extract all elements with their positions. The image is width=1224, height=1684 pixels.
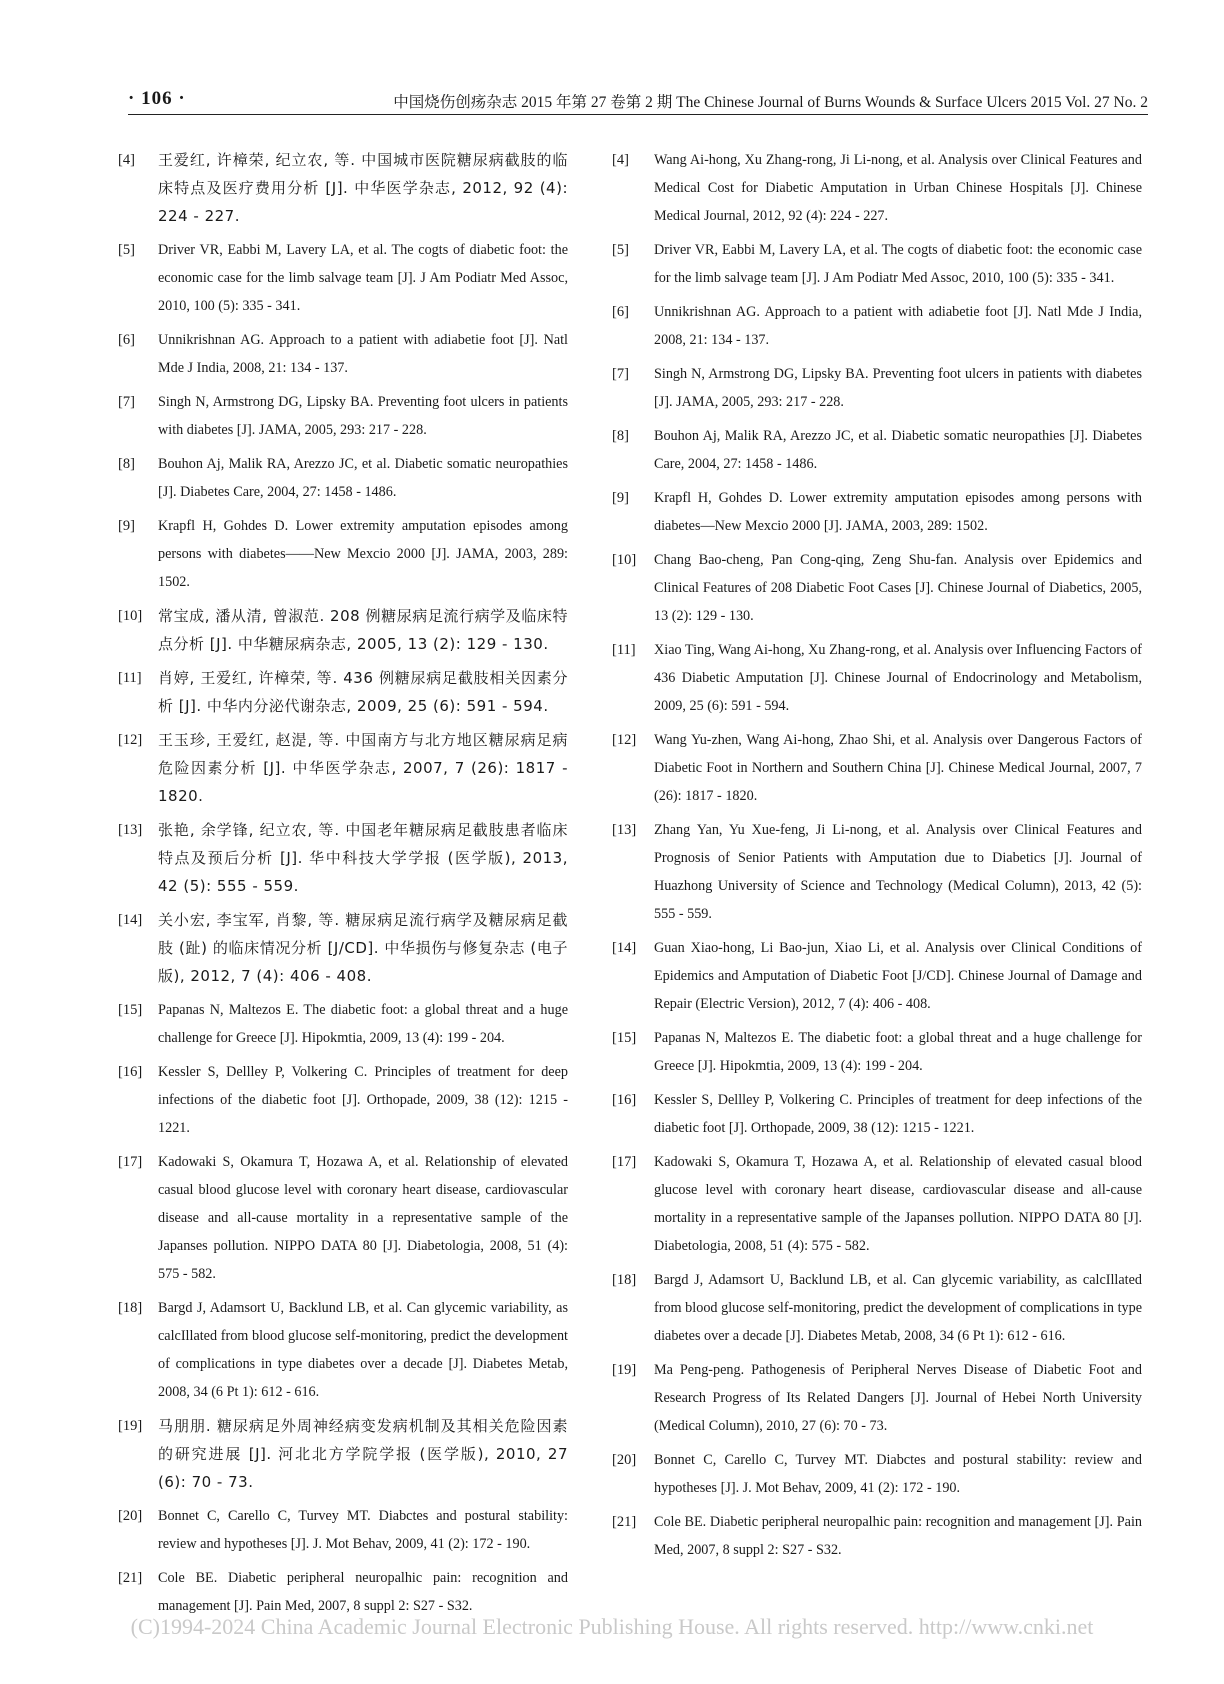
reference-item bbox=[612, 1266, 1142, 1350]
reference-item bbox=[118, 1564, 568, 1620]
reference-number: [15] bbox=[118, 1002, 143, 1018]
reference-item bbox=[118, 388, 568, 444]
reference-text: Cole BE. Diabetic peripheral neuropalhic pain: recognition and management [J]. Pain Med, 2007, 8 suppl 2: S27 - S32. bbox=[654, 1514, 1142, 1558]
reference-text: Singh N, Armstrong DG, Lipsky BA. Preventing foot ulcers in patients with diabetes [J]. JAMA, 2005, 293: 217 - 228. bbox=[158, 394, 568, 438]
reference-item bbox=[118, 726, 568, 810]
reference-number: [16] bbox=[118, 1064, 143, 1080]
reference-item bbox=[612, 1086, 1142, 1142]
reference-number: [11] bbox=[118, 670, 142, 686]
reference-number: [20] bbox=[118, 1508, 143, 1524]
reference-text: Bouhon Aj, Malik RA, Arezzo JC, et al. Diabetic somatic neuropathies [J]. Diabetes Care, 2004, 27: 1458 - 1486. bbox=[654, 428, 1142, 472]
reference-number: [5] bbox=[612, 242, 629, 258]
reference-text: Driver VR, Eabbi M, Lavery LA, et al. The cogts of diabetic foot: the economic case for the limb salvage team [J]. J Am Podiatr Med Assoc, 2010, 100 (5): 335 - 341. bbox=[654, 242, 1142, 286]
reference-list-chinese bbox=[118, 146, 568, 1626]
reference-text: Kessler S, Dellley P, Volkering C. Principles of treatment for deep infections of the diabetic foot [J]. Orthopade, 2009, 38 (12): 1215 - 1221. bbox=[158, 1064, 568, 1136]
reference-text: Krapfl H, Gohdes D. Lower extremity amputation episodes among persons with diabetes——New Mexcio 2000 [J]. JAMA, 2003, 289: 1502. bbox=[158, 518, 568, 590]
reference-number: [18] bbox=[612, 1272, 637, 1288]
reference-number: [20] bbox=[612, 1452, 637, 1468]
reference-number: [8] bbox=[118, 456, 135, 472]
reference-item bbox=[612, 726, 1142, 810]
reference-number: [6] bbox=[612, 304, 629, 320]
reference-number: [8] bbox=[612, 428, 629, 444]
reference-item bbox=[612, 422, 1142, 478]
reference-item bbox=[118, 602, 568, 658]
reference-number: [17] bbox=[118, 1154, 143, 1170]
reference-number: [19] bbox=[118, 1418, 143, 1434]
reference-text: Xiao Ting, Wang Ai-hong, Xu Zhang-rong, et al. Analysis over Influencing Factors of 436 Diabetic Amputation [J]. Chinese Journal of Endocrinology and Metabolism, 2009, 25 (6): 591 - 594. bbox=[654, 642, 1142, 714]
reference-number: [16] bbox=[612, 1092, 637, 1108]
reference-item bbox=[118, 1294, 568, 1406]
reference-number: [6] bbox=[118, 332, 135, 348]
reference-item bbox=[118, 236, 568, 320]
reference-number: [5] bbox=[118, 242, 135, 258]
reference-item bbox=[118, 1412, 568, 1496]
reference-item bbox=[612, 146, 1142, 230]
reference-number: [13] bbox=[118, 822, 143, 838]
reference-number: [9] bbox=[118, 518, 135, 534]
reference-text: 肖婷, 王爱红, 许樟荣, 等. 436 例糖尿病足截肢相关因素分析 [J]. 中华内分泌代谢杂志, 2009, 25 (6): 591 - 594. bbox=[158, 669, 568, 715]
reference-item bbox=[118, 450, 568, 506]
reference-number: [4] bbox=[612, 152, 629, 168]
reference-item bbox=[612, 816, 1142, 928]
reference-item bbox=[118, 1058, 568, 1142]
reference-text: Bargd J, Adamsort U, Backlund LB, et al. Can glycemic variability, as calcIllated from blood glucose self-monitoring, predict the development of complications in type diabetes over a decade [J]. Diabetes Metab, 2008, 34 (6 Pt 1): 612 - 616. bbox=[654, 1272, 1142, 1344]
reference-text: Bonnet C, Carello C, Turvey MT. Diabctes and postural stability: review and hypotheses [J]. J. Mot Behav, 2009, 41 (2): 172 - 190. bbox=[654, 1452, 1142, 1496]
reference-text: Singh N, Armstrong DG, Lipsky BA. Preventing foot ulcers in patients with diabetes [J]. JAMA, 2005, 293: 217 - 228. bbox=[654, 366, 1142, 410]
reference-text: Kadowaki S, Okamura T, Hozawa A, et al. Relationship of elevated casual blood glucose level with coronary heart disease, cardiovascular disease and all-cause mortality in a representative sample of the Japanses pollution. NIPPO DATA 80 [J]. Diabetologia, 2008, 51 (4): 575 - 582. bbox=[158, 1154, 568, 1282]
reference-text: Kadowaki S, Okamura T, Hozawa A, et al. Relationship of elevated casual blood glucose level with coronary heart disease, cardiovascular disease and all-cause mortality in a representative sample of the Japanses pollution. NIPPO DATA 80 [J]. Diabetologia, 2008, 51 (4): 575 - 582. bbox=[654, 1154, 1142, 1254]
reference-item bbox=[612, 546, 1142, 630]
reference-item bbox=[612, 934, 1142, 1018]
reference-number: [13] bbox=[612, 822, 637, 838]
reference-list-english bbox=[612, 146, 1142, 1570]
reference-text: 马朋朋. 糖尿病足外周神经病变发病机制及其相关危险因素的研究进展 [J]. 河北北方学院学报 (医学版), 2010, 27 (6): 70 - 73. bbox=[158, 1417, 568, 1491]
reference-item bbox=[118, 512, 568, 596]
reference-item bbox=[118, 326, 568, 382]
reference-item bbox=[612, 484, 1142, 540]
reference-number: [10] bbox=[612, 552, 637, 568]
reference-item bbox=[612, 298, 1142, 354]
reference-item bbox=[118, 996, 568, 1052]
reference-number: [12] bbox=[118, 732, 143, 748]
reference-number: [4] bbox=[118, 152, 135, 168]
reference-number: [21] bbox=[118, 1570, 143, 1586]
reference-text: Papanas N, Maltezos E. The diabetic foot: a global threat and a huge challenge for Greece [J]. Hipokmtia, 2009, 13 (4): 199 - 204. bbox=[654, 1030, 1142, 1074]
reference-text: Bargd J, Adamsort U, Backlund LB, et al. Can glycemic variability, as calcIllated from blood glucose self-monitoring, predict the development of complications in type diabetes over a decade [J]. Diabetes Metab, 2008, 34 (6 Pt 1): 612 - 616. bbox=[158, 1300, 568, 1400]
reference-text: 张艳, 余学锋, 纪立农, 等. 中国老年糖尿病足截肢患者临床特点及预后分析 [J]. 华中科技大学学报 (医学版), 2013, 42 (5): 555 - 559. bbox=[158, 821, 568, 895]
copyright-watermark: (C)1994-2024 China Academic Journal Electronic Publishing House. All rights reserved. http://www.cnki.net bbox=[130, 1614, 1094, 1639]
reference-number: [17] bbox=[612, 1154, 637, 1170]
reference-text: 王玉珍, 王爱红, 赵湜, 等. 中国南方与北方地区糖尿病足病危险因素分析 [J]. 中华医学杂志, 2007, 7 (26): 1817 - 1820. bbox=[158, 731, 568, 805]
reference-number: [14] bbox=[118, 912, 143, 928]
reference-number: [9] bbox=[612, 490, 629, 506]
reference-item bbox=[118, 816, 568, 900]
reference-item bbox=[118, 906, 568, 990]
reference-item bbox=[612, 1446, 1142, 1502]
reference-number: [14] bbox=[612, 940, 637, 956]
reference-text: 常宝成, 潘从清, 曾淑范. 208 例糖尿病足流行病学及临床特点分析 [J]. 中华糖尿病杂志, 2005, 13 (2): 129 - 130. bbox=[158, 607, 568, 653]
reference-item bbox=[118, 1502, 568, 1558]
reference-text: Ma Peng-peng. Pathogenesis of Peripheral Nerves Disease of Diabetic Foot and Research Progress of Its Related Dangers [J]. Journal of Hebei North University (Medical Column), 2010, 27 (6): 70 - 73. bbox=[654, 1362, 1142, 1434]
reference-number: [15] bbox=[612, 1030, 637, 1046]
reference-item bbox=[612, 360, 1142, 416]
reference-item bbox=[612, 636, 1142, 720]
reference-number: [10] bbox=[118, 608, 143, 624]
reference-text: Driver VR, Eabbi M, Lavery LA, et al. The cogts of diabetic foot: the economic case for the limb salvage team [J]. J Am Podiatr Med Assoc, 2010, 100 (5): 335 - 341. bbox=[158, 242, 568, 314]
reference-text: Krapfl H, Gohdes D. Lower extremity amputation episodes among persons with diabetes—New Mexcio 2000 [J]. JAMA, 2003, 289: 1502. bbox=[654, 490, 1142, 534]
reference-text: Guan Xiao-hong, Li Bao-jun, Xiao Li, et al. Analysis over Clinical Conditions of Epidemics and Amputation of Diabetic Foot [J/CD]. Chinese Journal of Damage and Repair (Electric Version), 2012, 7 (4): 406 - 408. bbox=[654, 940, 1142, 1012]
reference-item bbox=[118, 1148, 568, 1288]
reference-text: Kessler S, Dellley P, Volkering C. Principles of treatment for deep infections of the diabetic foot [J]. Orthopade, 2009, 38 (12): 1215 - 1221. bbox=[654, 1092, 1142, 1136]
reference-text: Unnikrishnan AG. Approach to a patient with adiabetie foot [J]. Natl Mde J India, 2008, 21: 134 - 137. bbox=[158, 332, 568, 376]
reference-item bbox=[118, 146, 568, 230]
reference-number: [19] bbox=[612, 1362, 637, 1378]
reference-item bbox=[612, 236, 1142, 292]
journal-running-title: 中国烧伤创疡杂志 2015 年第 27 卷第 2 期 The Chinese Journal of Burns Wounds & Surface Ulcers 2015 Vol. 27 No. 2 bbox=[393, 94, 1148, 111]
reference-text: 关小宏, 李宝军, 肖黎, 等. 糖尿病足流行病学及糖尿病足截肢 (趾) 的临床情况分析 [J/CD]. 中华损伤与修复杂志 (电子版), 2012, 7 (4): 406 - 408. bbox=[158, 911, 568, 985]
reference-item bbox=[612, 1148, 1142, 1260]
reference-text: Wang Yu-zhen, Wang Ai-hong, Zhao Shi, et al. Analysis over Dangerous Factors of Diabetic Foot in Northern and Southern China [J]. Chinese Medical Journal, 2007, 7 (26): 1817 - 1820. bbox=[654, 732, 1142, 804]
reference-text: Bonnet C, Carello C, Turvey MT. Diabctes and postural stability: review and hypotheses [J]. J. Mot Behav, 2009, 41 (2): 172 - 190. bbox=[158, 1508, 568, 1552]
page-number: · 106 · bbox=[128, 88, 186, 109]
reference-text: Papanas N, Maltezos E. The diabetic foot: a global threat and a huge challenge for Greece [J]. Hipokmtia, 2009, 13 (4): 199 - 204. bbox=[158, 1002, 568, 1046]
reference-text: 王爱红, 许樟荣, 纪立农, 等. 中国城市医院糖尿病截肢的临床特点及医疗费用分析 [J]. 中华医学杂志, 2012, 92 (4): 224 - 227. bbox=[158, 151, 568, 225]
reference-number: [12] bbox=[612, 732, 637, 748]
reference-text: Chang Bao-cheng, Pan Cong-qing, Zeng Shu-fan. Analysis over Epidemics and Clinical Features of 208 Diabetic Foot Cases [J]. Chinese Journal of Diabetics, 2005, 13 (2): 129 - 130. bbox=[654, 552, 1142, 624]
reference-text: Wang Ai-hong, Xu Zhang-rong, Ji Li-nong, et al. Analysis over Clinical Features and Medical Cost for Diabetic Amputation in Urban Chinese Hospitals [J]. Chinese Medical Journal, 2012, 92 (4): 224 - 227. bbox=[654, 152, 1142, 224]
page-header bbox=[128, 88, 1148, 115]
reference-text: Bouhon Aj, Malik RA, Arezzo JC, et al. Diabetic somatic neuropathies [J]. Diabetes Care, 2004, 27: 1458 - 1486. bbox=[158, 456, 568, 500]
reference-number: [7] bbox=[612, 366, 629, 382]
reference-number: [7] bbox=[118, 394, 135, 410]
reference-text: Unnikrishnan AG. Approach to a patient with adiabetie foot [J]. Natl Mde J India, 2008, 21: 134 - 137. bbox=[654, 304, 1142, 348]
reference-number: [11] bbox=[612, 642, 636, 658]
reference-text: Zhang Yan, Yu Xue-feng, Ji Li-nong, et al. Analysis over Clinical Features and Prognosis of Senior Patients with Amputation due to Diabetics [J]. Journal of Huazhong University of Science and Technology (Medical Column), 2013, 42 (5): 555 - 559. bbox=[654, 822, 1142, 922]
reference-text: Cole BE. Diabetic peripheral neuropalhic pain: recognition and management [J]. Pain Med, 2007, 8 suppl 2: S27 - S32. bbox=[158, 1570, 568, 1614]
reference-item bbox=[612, 1356, 1142, 1440]
reference-item bbox=[118, 664, 568, 720]
reference-item bbox=[612, 1508, 1142, 1564]
reference-number: [18] bbox=[118, 1300, 143, 1316]
reference-item bbox=[612, 1024, 1142, 1080]
reference-number: [21] bbox=[612, 1514, 637, 1530]
